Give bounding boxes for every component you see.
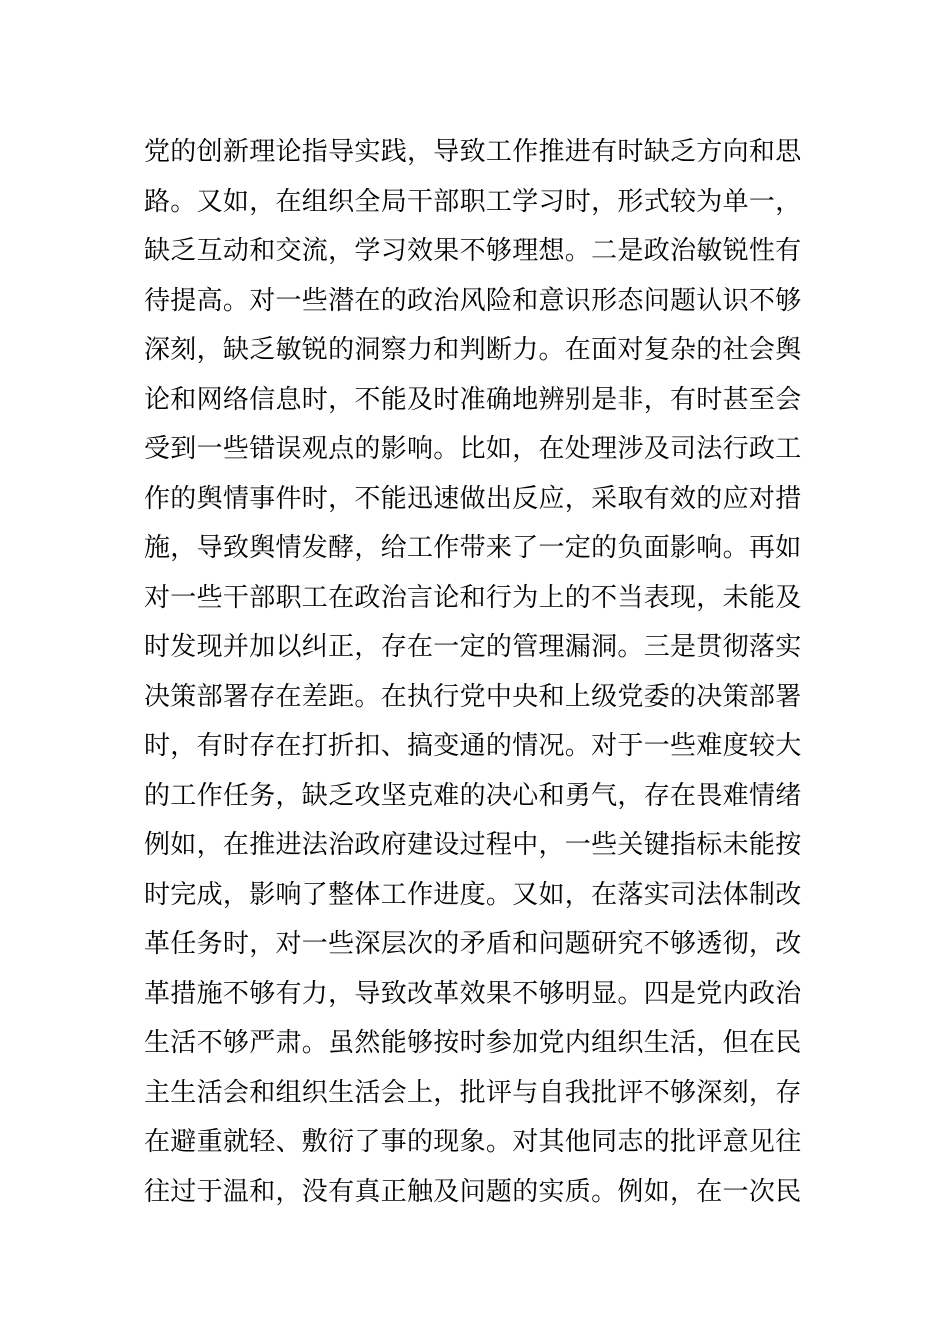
text-line: 革措施不够有力，导致改革效果不够明显。四是党内政治 bbox=[144, 978, 802, 1009]
text-line: 在避重就轻、敷衍了事的现象。对其他同志的批评意见往 bbox=[144, 1127, 802, 1157]
text-line: 对一些干部职工在政治言论和行为上的不当表现，未能及 bbox=[144, 582, 802, 613]
text-line: 例如，在推进法治政府建设过程中，一些关键指标未能按 bbox=[144, 830, 802, 860]
text-line: 论和网络信息时，不能及时准确地辨别是非，有时甚至会 bbox=[144, 384, 802, 415]
text-line: 往过于温和，没有真正触及问题的实质。例如，在一次民 bbox=[144, 1176, 802, 1207]
text-line: 作的舆情事件时，不能迅速做出反应，采取有效的应对措 bbox=[144, 483, 802, 514]
text-line: 路。又如，在组织全局干部职工学习时，形式较为单一， bbox=[144, 186, 802, 217]
text-line: 受到一些错误观点的影响。比如，在处理涉及司法行政工 bbox=[144, 434, 802, 464]
text-line: 决策部署存在差距。在执行党中央和上级党委的决策部署 bbox=[144, 681, 802, 712]
text-line: 时，有时存在打折扣、搞变通的情况。对于一些难度较大 bbox=[144, 731, 802, 761]
text-line: 缺乏互动和交流，学习效果不够理想。二是政治敏锐性有 bbox=[144, 236, 802, 266]
text-line: 革任务时，对一些深层次的矛盾和问题研究不够透彻，改 bbox=[144, 929, 802, 959]
text-line: 主生活会和组织生活会上，批评与自我批评不够深刻，存 bbox=[144, 1077, 802, 1108]
text-line: 施，导致舆情发酵，给工作带来了一定的负面影响。再如 bbox=[144, 533, 802, 563]
text-line: 时完成，影响了整体工作进度。又如，在落实司法体制改 bbox=[144, 879, 802, 910]
text-line: 深刻，缺乏敏锐的洞察力和判断力。在面对复杂的社会舆 bbox=[144, 335, 802, 365]
text-line: 党的创新理论指导实践，导致工作推进有时缺乏方向和思 bbox=[144, 137, 802, 167]
text-line: 时发现并加以纠正，存在一定的管理漏洞。三是贯彻落实 bbox=[144, 632, 802, 662]
body-paragraph bbox=[144, 128, 814, 1217]
text-line: 待提高。对一些潜在的政治风险和意识形态问题认识不够 bbox=[144, 285, 802, 316]
text-line: 的工作任务，缺乏攻坚克难的决心和勇气，存在畏难情绪 bbox=[144, 780, 802, 811]
text-line: 生活不够严肃。虽然能够按时参加党内组织生活，但在民 bbox=[144, 1028, 802, 1058]
